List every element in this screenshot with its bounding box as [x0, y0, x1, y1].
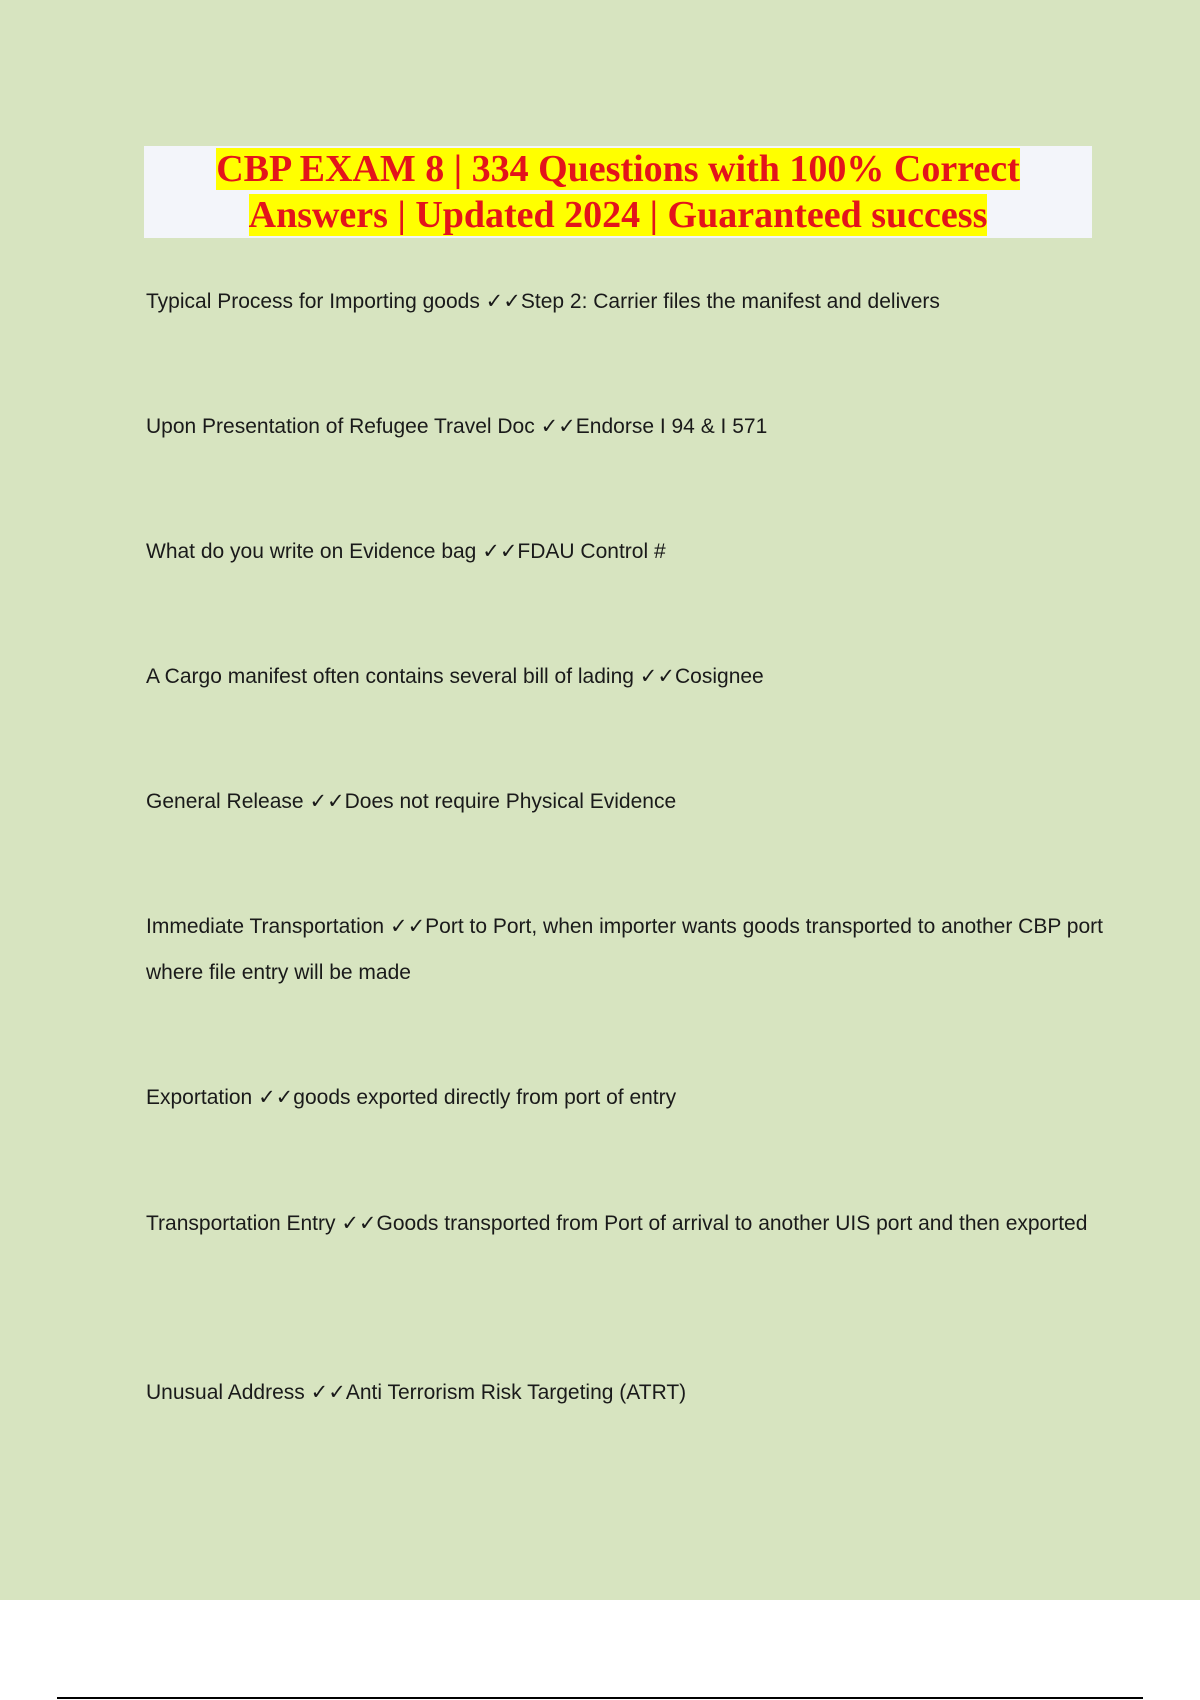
- check-mark-icon: ✓✓: [341, 1212, 377, 1235]
- question-text: Upon Presentation of Refugee Travel Doc: [146, 415, 535, 438]
- check-mark-icon: ✓✓: [389, 915, 426, 938]
- answer-text: Anti Terrorism Risk Targeting (ATRT): [345, 1381, 687, 1404]
- qa-item-5: [146, 779, 1106, 825]
- check-mark-icon: ✓✓: [482, 540, 518, 563]
- check-mark-icon: ✓✓: [540, 415, 576, 438]
- title-line-1: CBP EXAM 8 | 334 Questions with 100% Correct: [216, 148, 1020, 190]
- answer-text: Goods transported from Port of arrival to another UIS port and then exported: [376, 1212, 1088, 1235]
- qa-item-9: [146, 1370, 1106, 1416]
- footer-divider: [57, 1697, 1143, 1699]
- question-text: What do you write on Evidence bag: [146, 540, 477, 563]
- qa-item-1: [146, 279, 1106, 325]
- check-mark-icon: ✓✓: [310, 1381, 346, 1404]
- document-title: [144, 146, 1092, 238]
- qa-item-6: [146, 904, 1106, 996]
- answer-text: Step 2: Carrier files the manifest and delivers: [520, 290, 940, 313]
- question-text: Immediate Transportation: [146, 915, 385, 938]
- question-text: Exportation: [146, 1086, 253, 1109]
- question-text: A Cargo manifest often contains several bill of lading: [146, 665, 634, 688]
- answer-text: Cosignee: [675, 665, 764, 688]
- check-mark-icon: ✓✓: [639, 665, 675, 688]
- check-mark-icon: ✓✓: [485, 290, 521, 313]
- question-text: Transportation Entry: [146, 1212, 336, 1235]
- question-text: General Release: [146, 790, 304, 813]
- answer-text: FDAU Control #: [517, 540, 666, 563]
- qa-item-7: [146, 1075, 1106, 1121]
- title-line-2: Answers | Updated 2024 | Guaranteed success: [248, 194, 988, 236]
- question-text: Typical Process for Importing goods: [146, 290, 480, 313]
- answer-text: goods exported directly from port of entry: [293, 1086, 677, 1109]
- qa-item-2: [146, 404, 1106, 450]
- qa-item-4: [146, 654, 1106, 700]
- check-mark-icon: ✓✓: [258, 1086, 294, 1109]
- check-mark-icon: ✓✓: [309, 790, 345, 813]
- answer-text: Port to Port, when importer wants goods transported to another CBP port where file entry will be made: [146, 915, 1103, 984]
- answer-text: Endorse I 94 & I 571: [575, 415, 768, 438]
- qa-item-3: [146, 529, 1106, 575]
- answer-text: Does not require Physical Evidence: [344, 790, 677, 813]
- question-text: Unusual Address: [146, 1381, 305, 1404]
- qa-item-8: [146, 1201, 1106, 1247]
